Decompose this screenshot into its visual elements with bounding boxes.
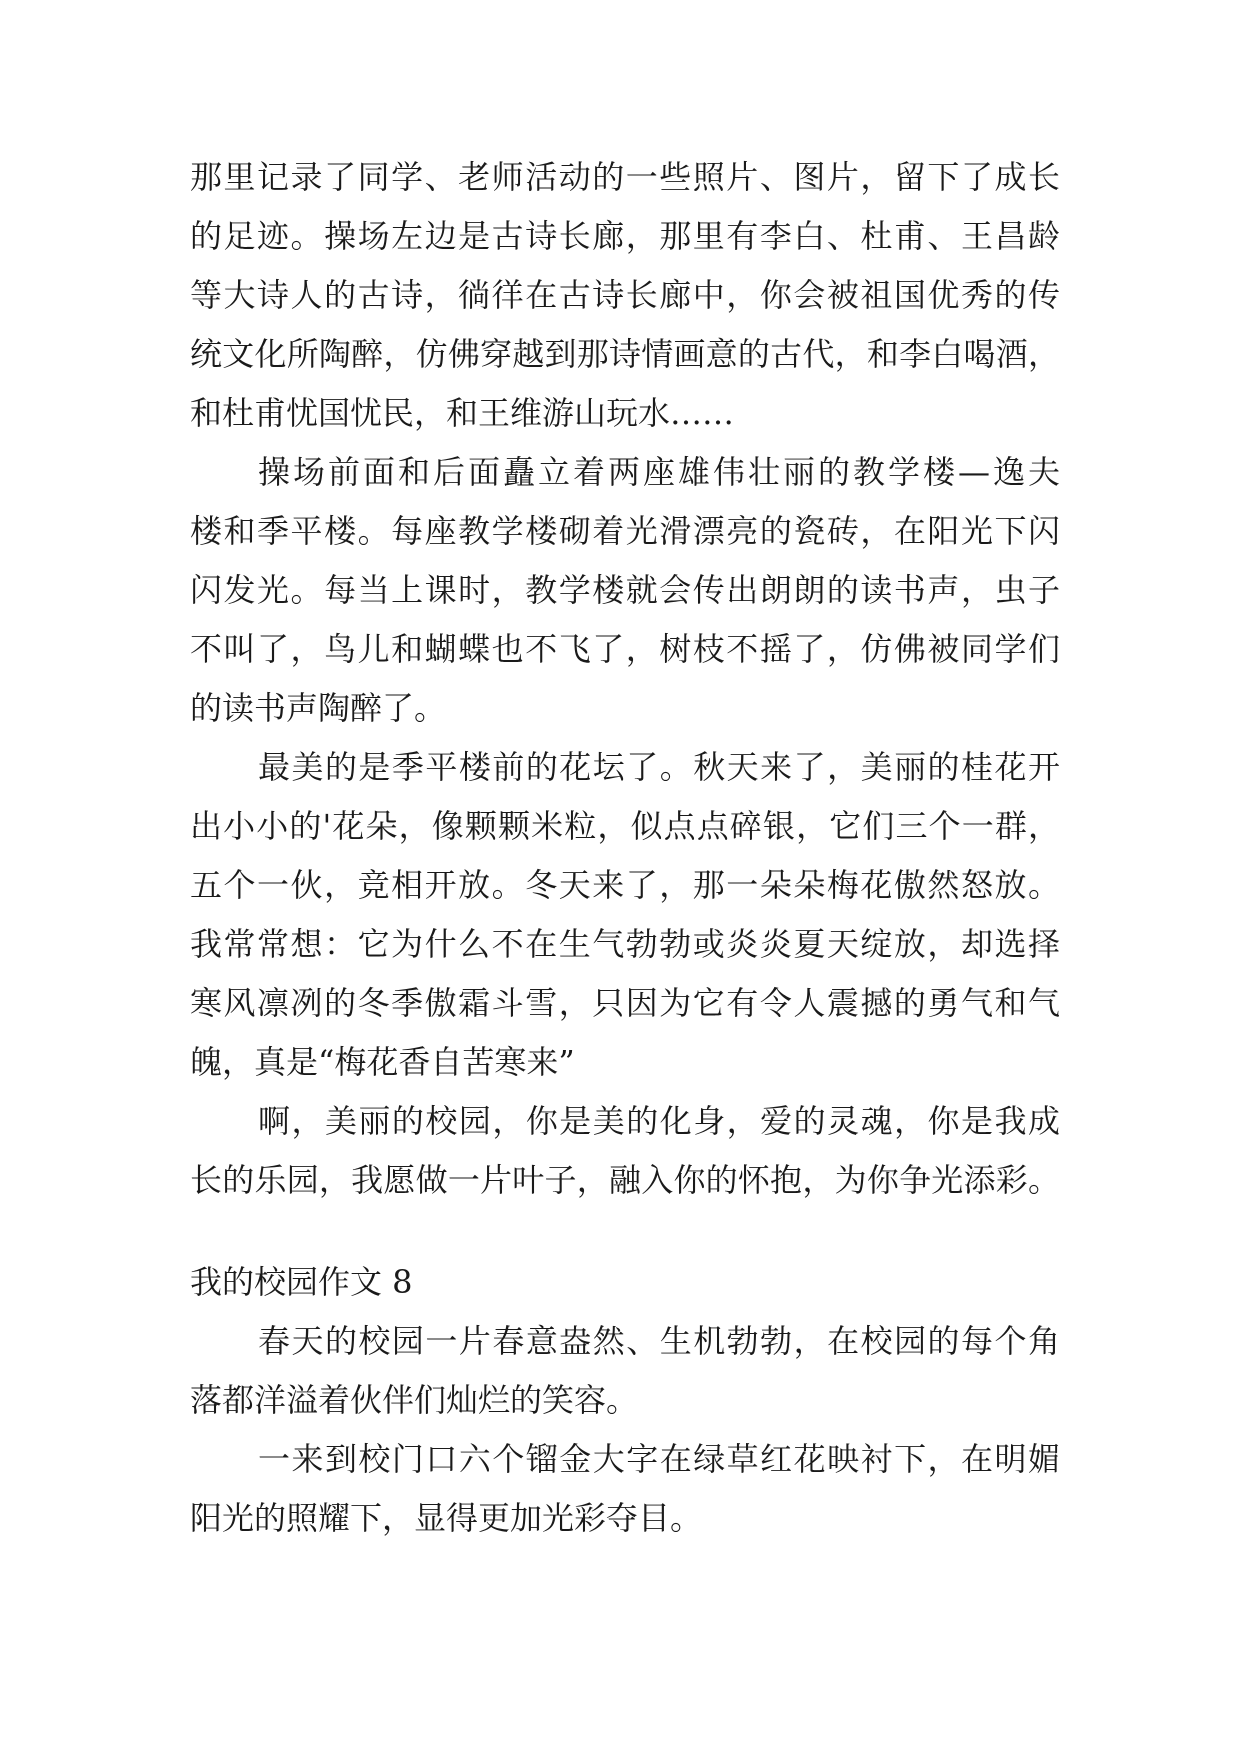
paragraph-line: 出小小的'花朵，像颗颗米粒，似点点碎银，它们三个一群， xyxy=(190,807,1060,845)
paragraph-line: 魄，真是“梅花香自苦寒来” xyxy=(190,1043,575,1081)
paragraph-line: 操场前面和后面矗立着两座雄伟壮丽的教学楼—逸夫 xyxy=(258,453,1060,491)
paragraph-line: 和杜甫忧国忧民，和王维游山玩水…… xyxy=(190,394,735,432)
paragraph-line: 的读书声陶醉了。 xyxy=(190,689,447,727)
section-heading: 我的校园作文 8 xyxy=(190,1263,413,1301)
paragraph-line: 楼和季平楼。每座教学楼砌着光滑漂亮的瓷砖，在阳光下闪 xyxy=(190,512,1060,550)
paragraph-line: 不叫了，鸟儿和蝴蝶也不飞了，树枝不摇了，仿佛被同学们 xyxy=(190,630,1060,668)
paragraph-line: 那里记录了同学、老师活动的一些照片、图片，留下了成长 xyxy=(190,158,1060,196)
paragraph-line: 落都洋溢着伙伴们灿烂的笑容。 xyxy=(190,1381,639,1419)
paragraph-line: 啊，美丽的校园，你是美的化身，爱的灵魂，你是我成 xyxy=(258,1102,1060,1140)
paragraph-line: 的足迹。操场左边是古诗长廊，那里有李白、杜甫、王昌龄 xyxy=(190,217,1060,255)
paragraph-line: 五个一伙，竞相开放。冬天来了，那一朵朵梅花傲然怒放。 xyxy=(190,866,1060,904)
paragraph-line: 我常常想：它为什么不在生气勃勃或炎炎夏天绽放，却选择 xyxy=(190,925,1060,963)
paragraph-line: 统文化所陶醉，仿佛穿越到那诗情画意的古代，和李白喝酒， xyxy=(190,335,1060,373)
paragraph-line: 阳光的照耀下，显得更加光彩夺目。 xyxy=(190,1499,703,1537)
paragraph-line: 最美的是季平楼前的花坛了。秋天来了，美丽的桂花开 xyxy=(258,748,1060,786)
paragraph-line: 寒风凛冽的冬季傲霜斗雪，只因为它有令人震撼的勇气和气 xyxy=(190,984,1060,1022)
paragraph-line: 一来到校门口六个镏金大字在绿草红花映衬下，在明媚 xyxy=(258,1440,1060,1478)
paragraph-line: 长的乐园，我愿做一片叶子，融入你的怀抱，为你争光添彩。 xyxy=(190,1161,1060,1199)
paragraph-line: 春天的校园一片春意盎然、生机勃勃，在校园的每个角 xyxy=(258,1322,1060,1360)
paragraph-line: 等大诗人的古诗，徜徉在古诗长廊中，你会被祖国优秀的传 xyxy=(190,276,1060,314)
paragraph-line: 闪发光。每当上课时，教学楼就会传出朗朗的读书声，虫子 xyxy=(190,571,1060,609)
